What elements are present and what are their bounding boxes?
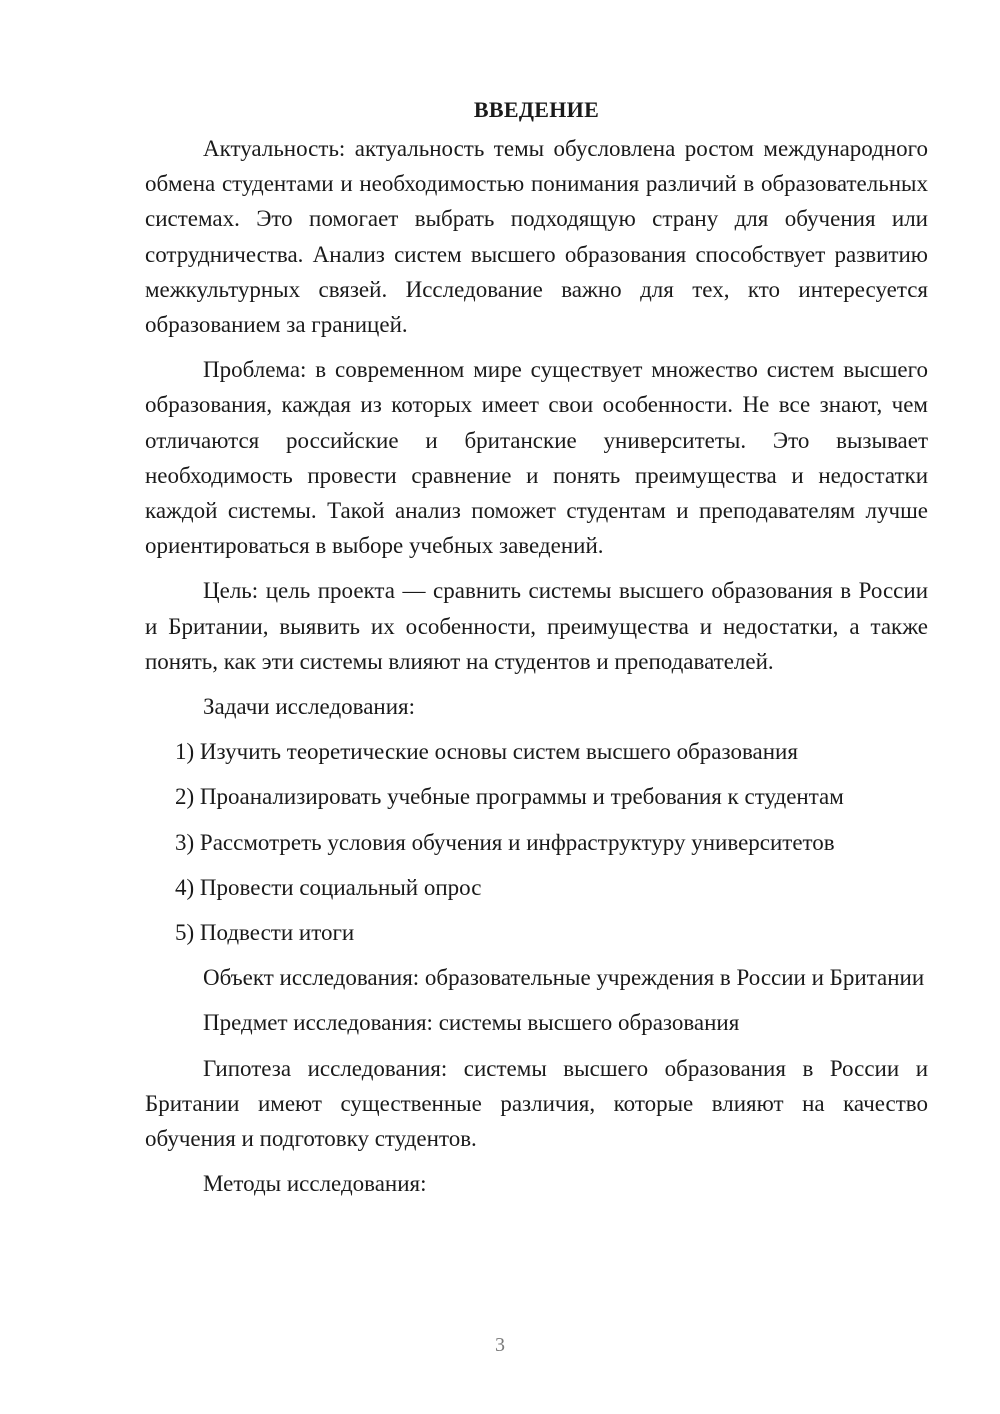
page-number: 3 xyxy=(495,1334,505,1356)
list-item: 1) Изучить теоретические основы систем высшего образования xyxy=(175,739,798,765)
page-title: ВВЕДЕНИЕ xyxy=(473,97,600,122)
list-item: 2) Проанализировать учебные программы и требования к студентам xyxy=(175,784,844,810)
paragraph-relevance: Актуальность: актуальность темы обусловлена ростом международного обмена студентами и необходимостью понимания различий в образовательных системах. Это помогает выбрать подходящую страну для обучения или сотрудничества. Анализ систем высшего образования способствует развитию межкультурных связей. Исследование важно для тех, кто интересуется образованием за границей. xyxy=(145,136,928,338)
page-content xyxy=(145,92,928,1211)
list-item: 3) Рассмотреть условия обучения и инфраструктуру университетов xyxy=(175,829,835,855)
tasks-list xyxy=(145,734,928,950)
paragraph-object: Объект исследования: образовательные учреждения в России и Британии xyxy=(203,965,925,991)
methods-heading: Методы исследования: xyxy=(203,1171,427,1197)
paragraph-problem: Проблема: в современном мире существует множество систем высшего образования, каждая из которых имеет свои особенности. Не все знают, чем отличаются российские и британские университеты. Это вызывает необходимость провести сравнение и понять преимущества и недостатки каждой системы. Такой анализ поможет студентам и преподавателям лучше ориентироваться в выборе учебных заведений. xyxy=(145,357,928,559)
list-item: 5) Подвести итоги xyxy=(175,920,355,946)
tasks-heading: Задачи исследования: xyxy=(203,694,416,720)
list-item: 4) Провести социальный опрос xyxy=(175,874,482,900)
paragraph-goal: Цель: цель проекта — сравнить системы высшего образования в России и Британии, выявить их особенности, преимущества и недостатки, а также понять, как эти системы влияют на студентов и преподавателей. xyxy=(145,578,928,674)
paragraph-subject: Предмет исследования: системы высшего образования xyxy=(203,1010,740,1036)
paragraph-hypothesis: Гипотеза исследования: системы высшего образования в России и Британии имеют существенные различия, которые влияют на качество обучения и подготовку студентов. xyxy=(145,1055,928,1152)
